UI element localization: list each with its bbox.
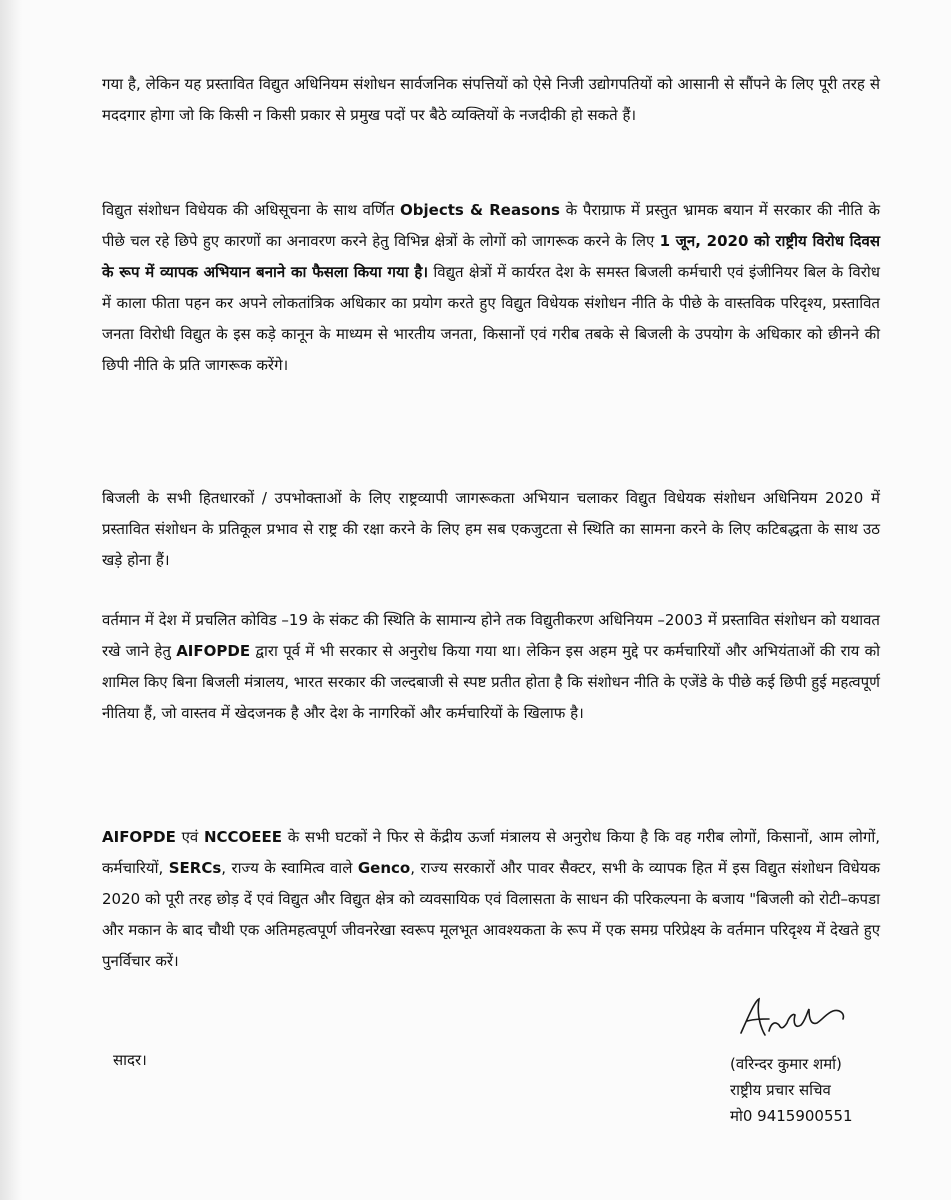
paragraph-text: विद्युत क्षेत्रों में कार्यरत देश के समस्त बिजली कर्मचारी एवं इंजीनियर बिल के विरोध में काला फीता पहन कर अपने लोकतांत्रिक अधिकार का प्रयोग करते हुए विद्युत विधेयक संशोधन नीति के पीछे के वास्तविक परिदृश्य, प्रस्तावित जनता विरोधी विद्युत के इस कड़े कानून के माध्यम से भारतीय जनता, किसानों एवं गरीब तबके से बिजली के उपयोग के अधिकार को छीनने की छिपी नीति के प्रति जागरूक करेंगे। [102, 263, 880, 374]
paragraph-text: AIFOPDE [176, 642, 251, 660]
paragraph-1 [102, 69, 880, 131]
paragraph-text: के पैराग्राफ में प्रस्तुत भ्रामक बयान में सरकार की नीति के पीछे चल रहे छिपे हुए कारणों का अनावरण करने हेतु विभिन्न क्षेत्रों के लोगों को जागरूक करने के लिए [102, 201, 880, 250]
paragraph-text: , राज्य के स्वामित्व वाले [221, 859, 358, 877]
paragraph-text: NCCOEEE [203, 828, 283, 846]
paragraph-text: , राज्य सरकारों और पावर सैक्टर, सभी के व्यापक हित में इस विद्युत संशोधन विधेयक 2020 को पूरी तरह छोड़ दें एवं विद्युत और विद्युत क्षेत्र को व्यवसायिक एवं विलासता के साधन की परिकल्पना के बजाय "बिजली को रोटी–कपडा और मकान के बाद चौथी एक अतिमहत्वपूर्ण जीवनरेखा स्वरूप मूलभूत आवश्यकता के रूप में एक समग्र परिप्रेक्ष्य के वर्तमान परिदृश्य में देखते हुए पुनर्विचार करें। [102, 859, 880, 970]
signatory-name: (वरिन्दर कुमार शर्मा) [730, 1055, 842, 1073]
paragraph-text: SERCs [168, 859, 222, 877]
paragraph-text: द्वारा पूर्व में भी सरकार से अनुरोध किया गया था। लेकिन इस अहम मुद्दे पर कर्मचारियों और अभियंताओं की राय को शामिल किए बिना बिजली मंत्रालय, भारत सरकार की जल्दबाजी से स्पष्ट प्रतीत होता है कि संशोधन नीति के एजेंडे के पीछे कई छिपी हुई महत्वपूर्ण नीतिया हैं, जो वास्तव में खेदजनक है और देश के नागरिकों और कर्मचारियों के खिलाफ है। [102, 642, 880, 722]
paragraph-4 [102, 605, 880, 729]
signatory-mobile: मो0 9415900551 [730, 1107, 853, 1125]
signature-image [735, 995, 855, 1040]
salutation: सादर। [113, 1051, 147, 1069]
paragraph-2 [102, 195, 880, 381]
paragraph-5 [102, 822, 880, 977]
paragraph-text: विद्युत संशोधन विधेयक की अधिसूचना के साथ वर्णित [102, 201, 401, 219]
paragraph-text: AIFOPDE [102, 828, 176, 846]
paragraph-text: के सभी घटकों ने फिर से केंद्रीय ऊर्जा मंत्रालय से अनुरोध किया है कि वह गरीब लोगों, किसानों, आम लोगों, कर्मचारियों, [102, 828, 880, 877]
paragraph-text: वर्तमान में देश में प्रचलित कोविड –19 के संकट की स्थिति के सामान्य होने तक विद्युतीकरण अधिनियम –2003 में प्रस्तावित संशोधन को यथावत रखे जाने हेतु [102, 611, 880, 660]
paragraph-text: बिजली के सभी हितधारकों / उपभोक्ताओं के लिए राष्ट्रव्यापी जागरूकता अभियान चलाकर विद्युत विधेयक संशोधन अधिनियम 2020 में प्रस्तावित संशोधन के प्रतिकूल प्रभाव से राष्ट्र की रक्षा करने के लिए हम सब एकजुटता से स्थिति का सामना करने के लिए कटिबद्धता के साथ उठ खड़े होना हैं। [102, 489, 880, 569]
paragraph-text: एवं [175, 828, 204, 846]
signatory-designation: राष्ट्रीय प्रचार सचिव [730, 1081, 831, 1099]
paragraph-text: Objects & Reasons [400, 201, 560, 219]
paragraph-text: गया है, लेकिन यह प्रस्तावित विद्युत अधिनियम संशोधन सार्वजनिक संपत्तियों को ऐसे निजी उद्योगपतियों को आसानी से सौंपने के लिए पूरी तरह से मददगार होगा जो कि किसी न किसी प्रकार से प्रमुख पदों पर बैठे व्यक्तियों के नजदीकी हो सकते हैं। [102, 75, 880, 124]
paragraph-text: 1 जून, 2020 को राष्ट्रीय विरोध दिवस के रूप में व्यापक अभियान बनाने का फैसला किया गया है। [102, 232, 880, 281]
paragraph-3 [102, 483, 880, 576]
paragraph-text: Genco [357, 859, 411, 877]
